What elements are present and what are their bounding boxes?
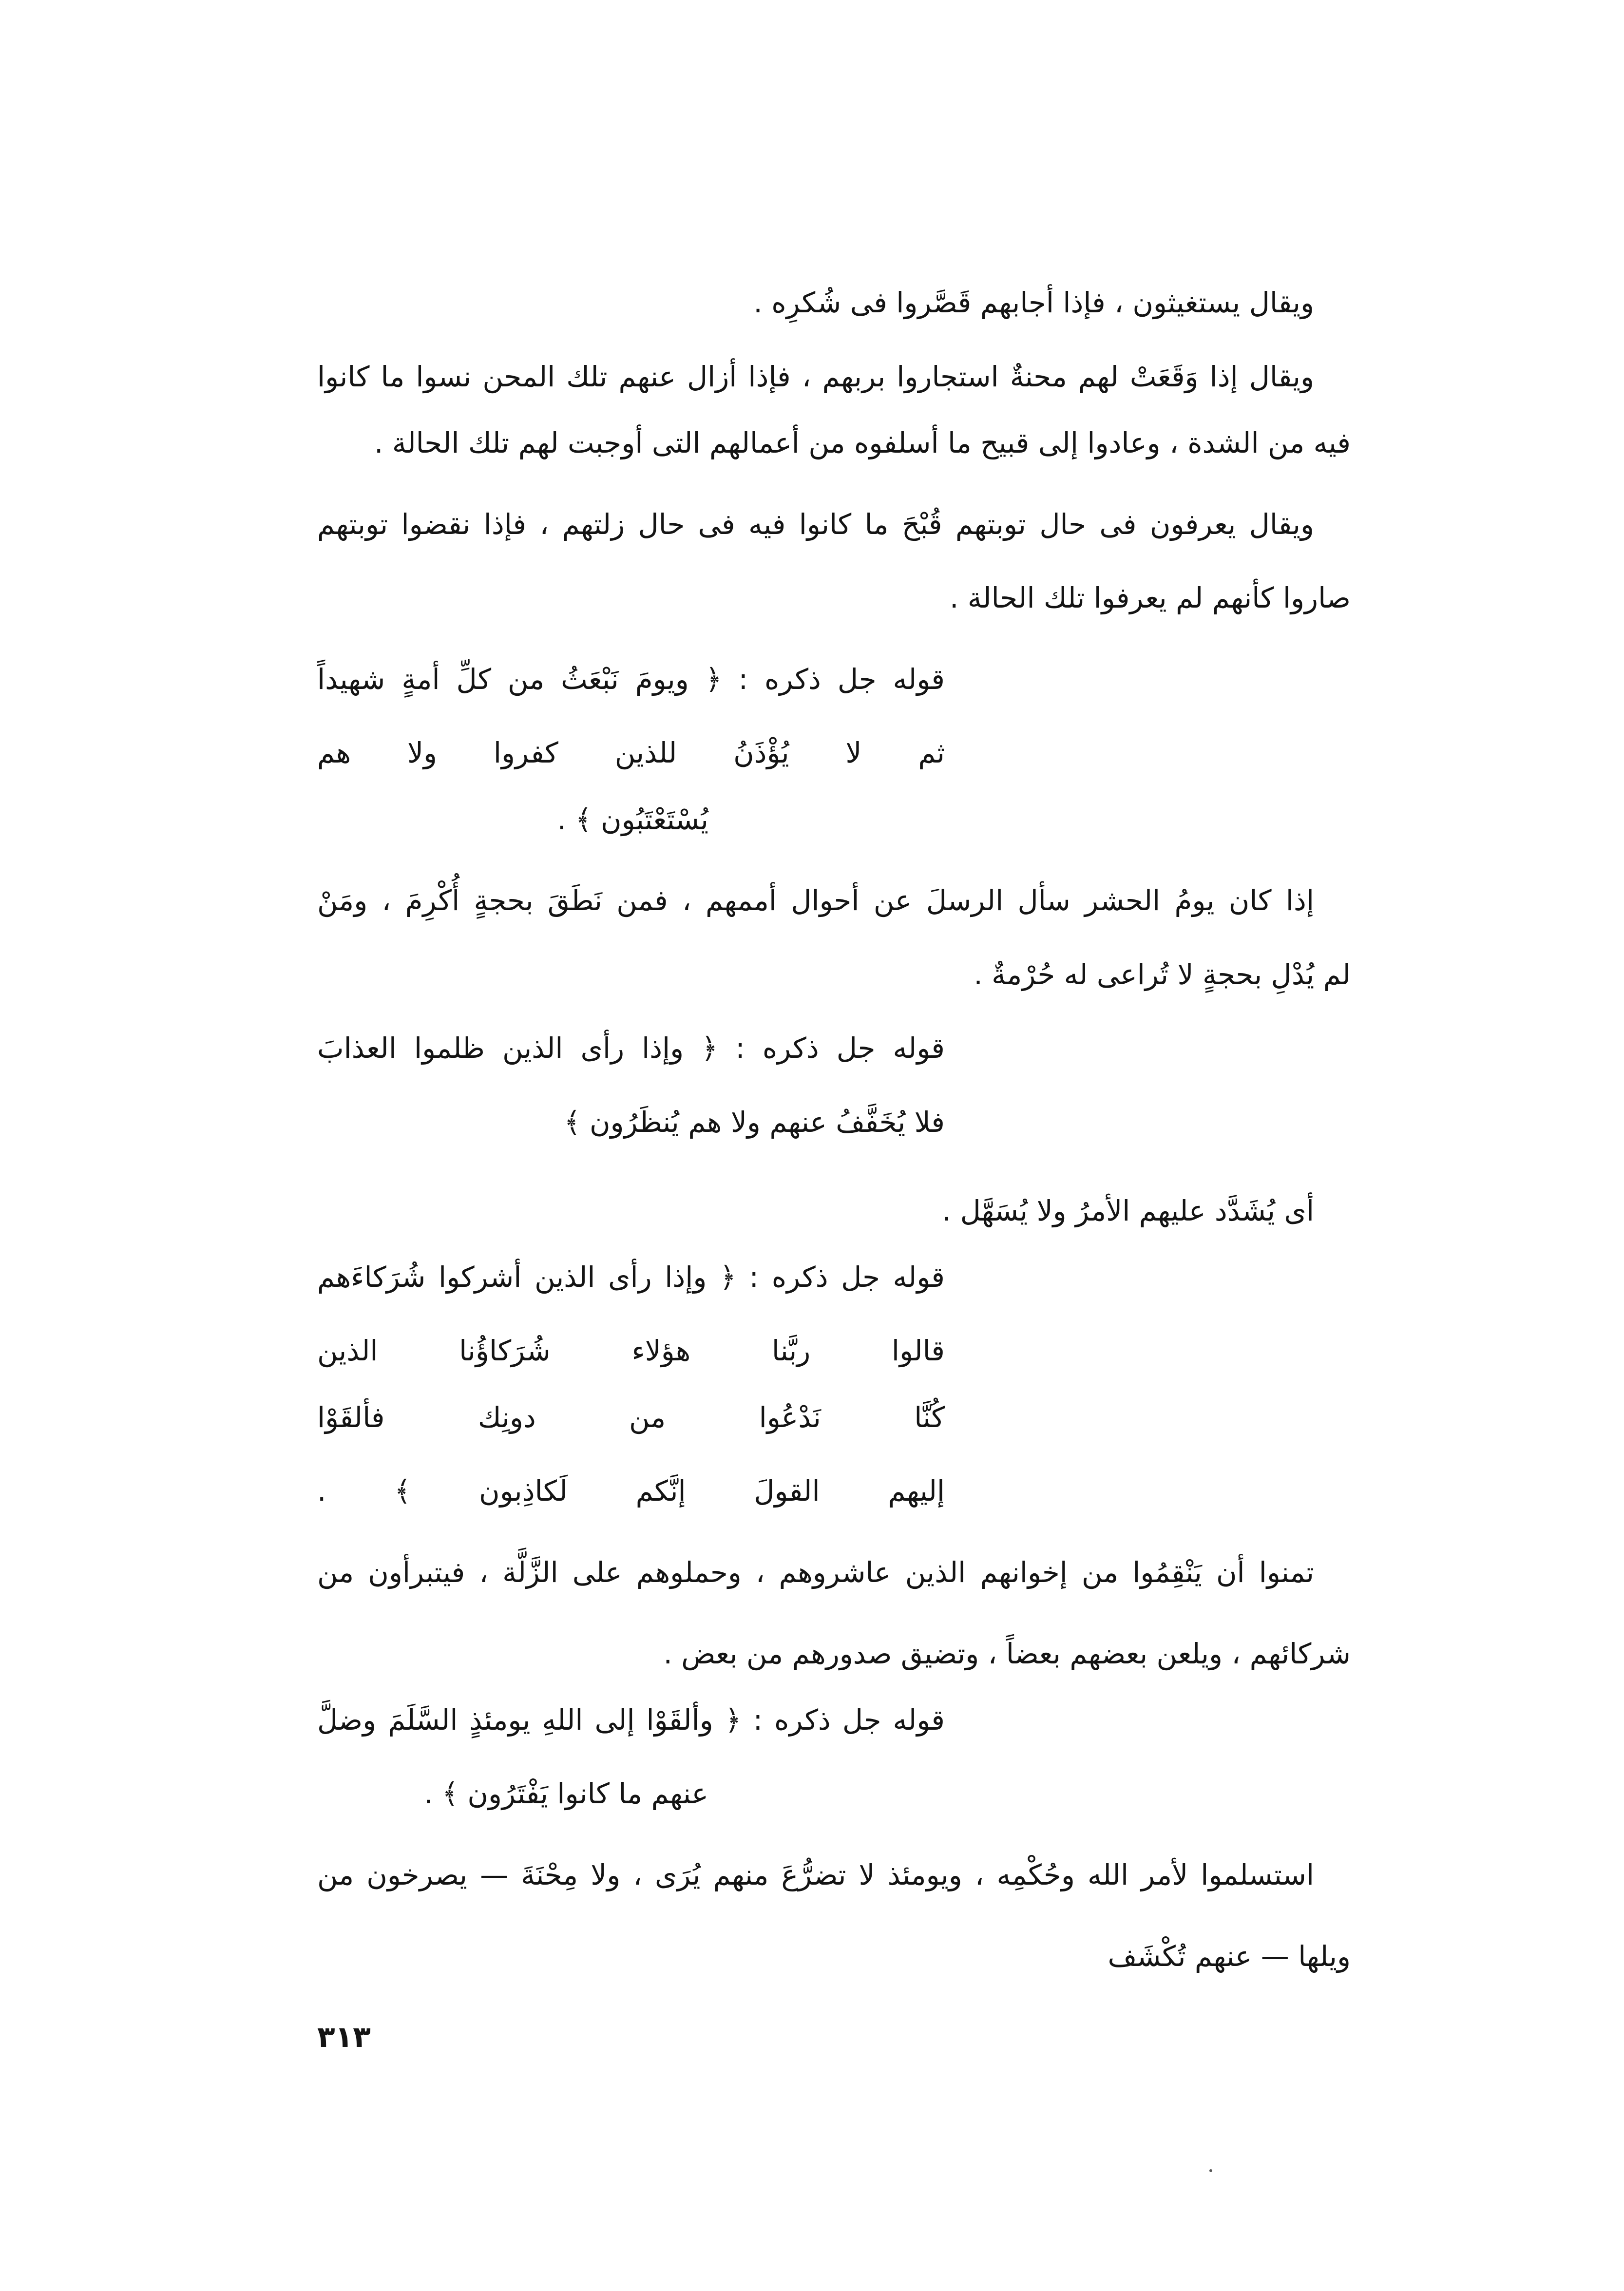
verse-line: قوله جل ذكره : ﴿ ويومَ نَبْعَثُ من كلِّ أمةٍ شهيداً [317, 663, 945, 696]
text-line: صاروا كأنهم لم يعرفوا تلك الحالة . [950, 581, 1351, 614]
text-line: لم يُدْلِ بحجةٍ لا تُراعى له حُرْمةٌ . [974, 958, 1351, 991]
verse-line: قوله جل ذكره : ﴿ وإذا رأى الذين أشركوا شُرَكاءَهم [317, 1260, 945, 1294]
text-line: ويقال يعرفون فى حال توبتهم قُبْحَ ما كانوا فيه فى حال زلتهم ، فإذا نقضوا توبتهم [317, 508, 1314, 541]
text-line: إذا كان يومُ الحشر سأل الرسلَ عن أحوال أممهم ، فمن نَطَقَ بحجةٍ أُكْرِمَ ، ومَنْ [317, 884, 1314, 917]
text-line: فيه من الشدة ، وعادوا إلى قبيح ما أسلفوه من أعمالهم التى أوجبت لهم تلك الحالة . [374, 426, 1351, 459]
verse-line: عنهم ما كانوا يَفْتَرُون ﴾ . [424, 1777, 708, 1810]
verse-line: ثم لا يُؤْذَنُ للذين كفروا ولا هم [317, 736, 945, 769]
text-line: استسلموا لأمر الله وحُكْمِه ، ويومئذ لا تضرُّعَ منهم يُرَى ، ولا مِحْنَةَ — يصرخون من [317, 1858, 1314, 1891]
text-line: ويقال إذا وَقَعَتْ لهم محنةٌ استجاروا بربهم ، فإذا أزال عنهم تلك المحن نسوا ما كانوا [317, 360, 1314, 393]
text-line: ويلها — عنهم تُكْشَف [1108, 1940, 1351, 1973]
page-number: ٣١٣ [317, 2020, 371, 2054]
verse-line: يُسْتَعْتَبُون ﴾ . [557, 803, 708, 836]
verse-line: قوله جل ذكره : ﴿ وألقَوْا إلى اللهِ يومئذٍ السَّلَمَ وضلَّ [317, 1703, 945, 1737]
text-line: أى يُشَدَّد عليهم الأمرُ ولا يُسَهَّل . [942, 1194, 1314, 1227]
verse-line: كُنَّا نَدْعُوا من دونِك فألقَوْا [317, 1401, 945, 1434]
scan-speck [1209, 2169, 1212, 2172]
verse-line: قالوا ربَّنا هؤلاء شُرَكاؤُنا الذين [317, 1334, 945, 1367]
verse-line: إليهم القولَ إنَّكم لَكاذِبون ﴾ . [317, 1474, 945, 1508]
text-line: تمنوا أن يَنْقِمُوا من إخوانهم الذين عاشروهم ، وحملوهم على الزَّلَّة ، فيتبرأون من [317, 1556, 1314, 1589]
text-line: شركائهم ، ويلعن بعضهم بعضاً ، وتضيق صدورهم من بعض . [663, 1637, 1351, 1670]
text-line: ويقال يستغيثون ، فإذا أجابهم قَصَّروا فى شُكرِه . [753, 286, 1314, 319]
verse-line: قوله جل ذكره : ﴿ وإذا رأى الذين ظلموا العذابَ [317, 1031, 945, 1065]
verse-line: فلا يُخَفَّفُ عنهم ولا هم يُنظَرُون ﴾ [564, 1106, 945, 1139]
